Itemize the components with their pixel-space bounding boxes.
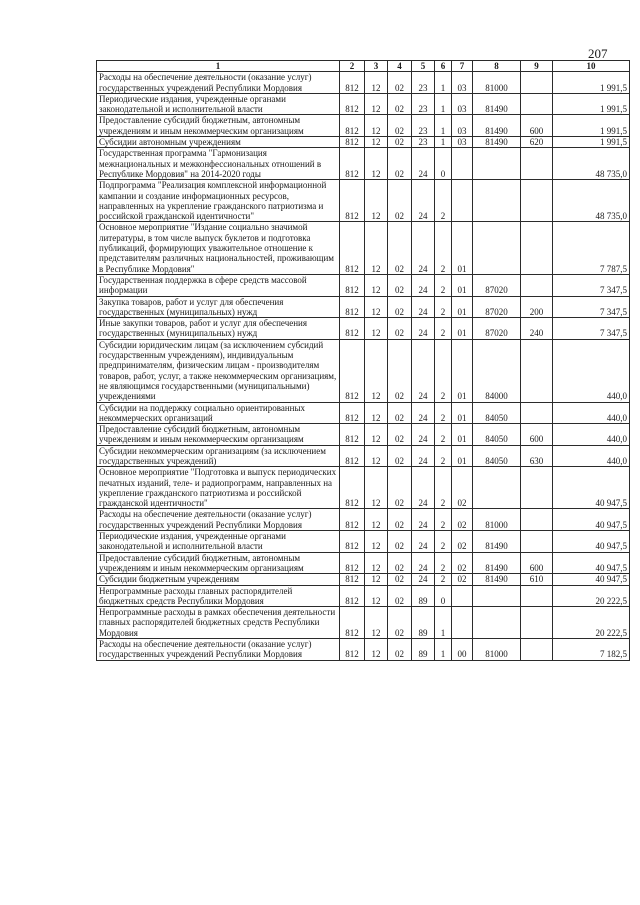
expense-item-name: Непрограммные расходы в рамках обеспечения деятельности главных распорядителей бюджетных средств Республики Мордовия bbox=[97, 607, 340, 639]
code-cell-c6: 2 bbox=[435, 531, 452, 553]
table-row bbox=[97, 467, 630, 509]
code-cell-c4: 02 bbox=[388, 509, 412, 531]
code-cell-c3: 12 bbox=[365, 574, 388, 585]
amount-cell: 1 991,5 bbox=[553, 137, 630, 148]
code-cell-c7: 00 bbox=[452, 639, 473, 661]
code-cell-c6: 2 bbox=[435, 509, 452, 531]
code-cell-c3: 12 bbox=[365, 445, 388, 467]
code-cell-c4: 02 bbox=[388, 72, 412, 94]
table-row bbox=[97, 424, 630, 446]
table-header-row bbox=[97, 61, 630, 72]
code-cell-c6: 2 bbox=[435, 274, 452, 296]
amount-cell: 440,0 bbox=[553, 445, 630, 467]
code-cell-c7: 03 bbox=[452, 137, 473, 148]
code-cell-c9 bbox=[521, 222, 553, 274]
code-cell-c6: 2 bbox=[435, 467, 452, 509]
code-cell-c9 bbox=[521, 531, 553, 553]
code-cell-c2: 812 bbox=[340, 222, 365, 274]
code-cell-c2: 812 bbox=[340, 148, 365, 180]
code-cell-c7: 01 bbox=[452, 222, 473, 274]
code-cell-c3: 12 bbox=[365, 467, 388, 509]
table-row bbox=[97, 574, 630, 585]
code-cell-c5: 24 bbox=[412, 402, 435, 424]
table-row bbox=[97, 180, 630, 222]
code-cell-c5: 23 bbox=[412, 72, 435, 94]
table-row bbox=[97, 318, 630, 340]
code-cell-c8 bbox=[473, 585, 521, 607]
code-cell-c2: 812 bbox=[340, 639, 365, 661]
table-row bbox=[97, 296, 630, 318]
code-cell-c2: 812 bbox=[340, 339, 365, 402]
code-cell-c6: 2 bbox=[435, 574, 452, 585]
expense-item-name: Предоставление субсидий бюджетным, автономным учреждениям и иным некоммерческим организациям bbox=[97, 115, 340, 137]
amount-cell: 1 991,5 bbox=[553, 93, 630, 115]
code-cell-c6: 0 bbox=[435, 148, 452, 180]
code-cell-c6: 1 bbox=[435, 639, 452, 661]
code-cell-c5: 24 bbox=[412, 339, 435, 402]
expense-item-name: Непрограммные расходы главных распорядителей бюджетных средств Республики Мордовия bbox=[97, 585, 340, 607]
expense-item-name: Субсидии бюджетным учреждениям bbox=[97, 574, 340, 585]
code-cell-c9 bbox=[521, 402, 553, 424]
code-cell-c7 bbox=[452, 148, 473, 180]
budget-table bbox=[96, 60, 630, 661]
code-cell-c3: 12 bbox=[365, 148, 388, 180]
code-cell-c7 bbox=[452, 607, 473, 639]
code-cell-c4: 02 bbox=[388, 639, 412, 661]
code-cell-c6: 1 bbox=[435, 93, 452, 115]
code-cell-c7: 03 bbox=[452, 115, 473, 137]
code-cell-c6: 2 bbox=[435, 424, 452, 446]
code-cell-c3: 12 bbox=[365, 274, 388, 296]
column-header: 6 bbox=[435, 61, 452, 72]
code-cell-c7 bbox=[452, 180, 473, 222]
code-cell-c4: 02 bbox=[388, 585, 412, 607]
amount-cell: 7 182,5 bbox=[553, 639, 630, 661]
code-cell-c4: 02 bbox=[388, 222, 412, 274]
code-cell-c7: 02 bbox=[452, 574, 473, 585]
code-cell-c3: 12 bbox=[365, 639, 388, 661]
code-cell-c5: 24 bbox=[412, 424, 435, 446]
code-cell-c8: 81000 bbox=[473, 72, 521, 94]
code-cell-c4: 02 bbox=[388, 445, 412, 467]
table-row bbox=[97, 445, 630, 467]
amount-cell: 40 947,5 bbox=[553, 509, 630, 531]
amount-cell: 7 787,5 bbox=[553, 222, 630, 274]
code-cell-c8 bbox=[473, 148, 521, 180]
code-cell-c9 bbox=[521, 148, 553, 180]
code-cell-c7: 03 bbox=[452, 93, 473, 115]
code-cell-c2: 812 bbox=[340, 402, 365, 424]
code-cell-c8: 81000 bbox=[473, 509, 521, 531]
code-cell-c7: 02 bbox=[452, 467, 473, 509]
code-cell-c8: 84000 bbox=[473, 339, 521, 402]
code-cell-c9: 200 bbox=[521, 296, 553, 318]
code-cell-c2: 812 bbox=[340, 72, 365, 94]
expense-item-name: Периодические издания, учрежденные органами законодательной и исполнительной власти bbox=[97, 531, 340, 553]
amount-cell: 7 347,5 bbox=[553, 274, 630, 296]
table-row bbox=[97, 639, 630, 661]
code-cell-c8: 84050 bbox=[473, 424, 521, 446]
code-cell-c9 bbox=[521, 339, 553, 402]
code-cell-c4: 02 bbox=[388, 424, 412, 446]
code-cell-c3: 12 bbox=[365, 339, 388, 402]
code-cell-c3: 12 bbox=[365, 585, 388, 607]
code-cell-c3: 12 bbox=[365, 93, 388, 115]
code-cell-c7: 01 bbox=[452, 402, 473, 424]
amount-cell: 40 947,5 bbox=[553, 574, 630, 585]
code-cell-c6: 2 bbox=[435, 339, 452, 402]
expense-item-name: Расходы на обеспечение деятельности (оказание услуг) государственных учреждений Республики Мордовия bbox=[97, 639, 340, 661]
code-cell-c8: 81000 bbox=[473, 639, 521, 661]
code-cell-c2: 812 bbox=[340, 445, 365, 467]
code-cell-c7: 02 bbox=[452, 509, 473, 531]
code-cell-c7: 01 bbox=[452, 339, 473, 402]
code-cell-c8: 87020 bbox=[473, 318, 521, 340]
code-cell-c5: 23 bbox=[412, 115, 435, 137]
code-cell-c6: 2 bbox=[435, 180, 452, 222]
expense-item-name: Субсидии автономным учреждениям bbox=[97, 137, 340, 148]
code-cell-c3: 12 bbox=[365, 531, 388, 553]
code-cell-c7: 01 bbox=[452, 445, 473, 467]
code-cell-c5: 24 bbox=[412, 574, 435, 585]
code-cell-c4: 02 bbox=[388, 318, 412, 340]
amount-cell: 20 222,5 bbox=[553, 607, 630, 639]
code-cell-c4: 02 bbox=[388, 296, 412, 318]
amount-cell: 40 947,5 bbox=[553, 531, 630, 553]
amount-cell: 7 347,5 bbox=[553, 296, 630, 318]
code-cell-c5: 89 bbox=[412, 585, 435, 607]
code-cell-c2: 812 bbox=[340, 93, 365, 115]
expense-item-name: Субсидии на поддержку социально ориентированных некоммерческих организаций bbox=[97, 402, 340, 424]
code-cell-c2: 812 bbox=[340, 318, 365, 340]
code-cell-c8: 81490 bbox=[473, 93, 521, 115]
table-row bbox=[97, 222, 630, 274]
code-cell-c3: 12 bbox=[365, 222, 388, 274]
column-header: 10 bbox=[553, 61, 630, 72]
code-cell-c3: 12 bbox=[365, 115, 388, 137]
code-cell-c2: 812 bbox=[340, 509, 365, 531]
code-cell-c9: 240 bbox=[521, 318, 553, 340]
amount-cell: 440,0 bbox=[553, 402, 630, 424]
code-cell-c3: 12 bbox=[365, 424, 388, 446]
expense-item-name: Государственная программа "Гармонизация межнациональных и межконфессиональных отношений в Республике Мордовия" на 2014-2020 годы bbox=[97, 148, 340, 180]
code-cell-c2: 812 bbox=[340, 274, 365, 296]
code-cell-c7: 03 bbox=[452, 72, 473, 94]
expense-item-name: Предоставление субсидий бюджетным, автономным учреждениям и иным некоммерческим организациям bbox=[97, 552, 340, 574]
expense-item-name: Основное мероприятие "Подготовка и выпуск периодических печатных изданий, теле- и радиопрограмм, направленных на укрепление гражданского патриотизма и российской гражданской идентичности" bbox=[97, 467, 340, 509]
expense-item-name: Подпрограмма "Реализация комплексной информационной кампании и создание информационных ресурсов, направленных на укрепление гражданского патриотизма и российской гражданской идентичности" bbox=[97, 180, 340, 222]
code-cell-c3: 12 bbox=[365, 552, 388, 574]
code-cell-c2: 812 bbox=[340, 467, 365, 509]
code-cell-c2: 812 bbox=[340, 552, 365, 574]
code-cell-c2: 812 bbox=[340, 607, 365, 639]
amount-cell: 1 991,5 bbox=[553, 115, 630, 137]
table-row bbox=[97, 607, 630, 639]
amount-cell: 7 347,5 bbox=[553, 318, 630, 340]
code-cell-c6: 2 bbox=[435, 445, 452, 467]
code-cell-c7: 02 bbox=[452, 552, 473, 574]
code-cell-c4: 02 bbox=[388, 339, 412, 402]
code-cell-c8: 87020 bbox=[473, 296, 521, 318]
code-cell-c9: 630 bbox=[521, 445, 553, 467]
code-cell-c6: 1 bbox=[435, 607, 452, 639]
expense-item-name: Иные закупки товаров, работ и услуг для обеспечения государственных (муниципальных) нужд bbox=[97, 318, 340, 340]
code-cell-c4: 02 bbox=[388, 180, 412, 222]
code-cell-c9: 620 bbox=[521, 137, 553, 148]
code-cell-c9: 610 bbox=[521, 574, 553, 585]
table-row bbox=[97, 274, 630, 296]
code-cell-c9: 600 bbox=[521, 424, 553, 446]
table-row bbox=[97, 552, 630, 574]
code-cell-c3: 12 bbox=[365, 318, 388, 340]
code-cell-c6: 2 bbox=[435, 222, 452, 274]
code-cell-c6: 2 bbox=[435, 296, 452, 318]
code-cell-c4: 02 bbox=[388, 574, 412, 585]
table-row bbox=[97, 585, 630, 607]
code-cell-c8: 81490 bbox=[473, 531, 521, 553]
code-cell-c5: 24 bbox=[412, 467, 435, 509]
code-cell-c3: 12 bbox=[365, 607, 388, 639]
code-cell-c7: 01 bbox=[452, 424, 473, 446]
code-cell-c5: 24 bbox=[412, 509, 435, 531]
code-cell-c2: 812 bbox=[340, 115, 365, 137]
code-cell-c7: 02 bbox=[452, 531, 473, 553]
code-cell-c6: 2 bbox=[435, 552, 452, 574]
expense-item-name: Закупка товаров, работ и услуг для обеспечения государственных (муниципальных) нужд bbox=[97, 296, 340, 318]
table-row bbox=[97, 115, 630, 137]
table-row bbox=[97, 148, 630, 180]
code-cell-c9 bbox=[521, 509, 553, 531]
code-cell-c9 bbox=[521, 93, 553, 115]
code-cell-c7: 01 bbox=[452, 318, 473, 340]
code-cell-c3: 12 bbox=[365, 402, 388, 424]
code-cell-c3: 12 bbox=[365, 180, 388, 222]
code-cell-c4: 02 bbox=[388, 467, 412, 509]
code-cell-c8 bbox=[473, 180, 521, 222]
table-body bbox=[97, 72, 630, 660]
code-cell-c8 bbox=[473, 467, 521, 509]
code-cell-c5: 23 bbox=[412, 93, 435, 115]
expense-item-name: Расходы на обеспечение деятельности (оказание услуг) государственных учреждений Республики Мордовия bbox=[97, 509, 340, 531]
table-row bbox=[97, 137, 630, 148]
code-cell-c8 bbox=[473, 222, 521, 274]
code-cell-c9 bbox=[521, 72, 553, 94]
code-cell-c2: 812 bbox=[340, 574, 365, 585]
column-header: 5 bbox=[412, 61, 435, 72]
code-cell-c3: 12 bbox=[365, 509, 388, 531]
table-row bbox=[97, 339, 630, 402]
amount-cell: 40 947,5 bbox=[553, 467, 630, 509]
code-cell-c5: 24 bbox=[412, 222, 435, 274]
page-number: 207 bbox=[588, 46, 608, 61]
code-cell-c4: 02 bbox=[388, 402, 412, 424]
column-header: 4 bbox=[388, 61, 412, 72]
code-cell-c9 bbox=[521, 585, 553, 607]
code-cell-c4: 02 bbox=[388, 115, 412, 137]
table-row bbox=[97, 72, 630, 94]
code-cell-c9 bbox=[521, 274, 553, 296]
code-cell-c7: 01 bbox=[452, 296, 473, 318]
code-cell-c5: 89 bbox=[412, 607, 435, 639]
code-cell-c7: 01 bbox=[452, 274, 473, 296]
column-header: 7 bbox=[452, 61, 473, 72]
expense-item-name: Субсидии юридическим лицам (за исключением субсидий государственным учреждениям), индивидуальным предпринимателям, физическим лицам - производителям товаров, работ, услуг, а также некоммерческим организациям, не являющимся государственными (муниципальными) учреждениями bbox=[97, 339, 340, 402]
code-cell-c6: 1 bbox=[435, 137, 452, 148]
code-cell-c6: 2 bbox=[435, 318, 452, 340]
code-cell-c4: 02 bbox=[388, 93, 412, 115]
code-cell-c4: 02 bbox=[388, 274, 412, 296]
code-cell-c9: 600 bbox=[521, 552, 553, 574]
expense-item-name: Субсидии некоммерческим организациям (за исключением государственных учреждений) bbox=[97, 445, 340, 467]
code-cell-c5: 24 bbox=[412, 148, 435, 180]
code-cell-c8: 81490 bbox=[473, 137, 521, 148]
code-cell-c6: 0 bbox=[435, 585, 452, 607]
code-cell-c5: 24 bbox=[412, 318, 435, 340]
code-cell-c8: 81490 bbox=[473, 574, 521, 585]
column-header: 1 bbox=[97, 61, 340, 72]
amount-cell: 48 735,0 bbox=[553, 180, 630, 222]
code-cell-c2: 812 bbox=[340, 137, 365, 148]
code-cell-c5: 24 bbox=[412, 180, 435, 222]
code-cell-c6: 1 bbox=[435, 115, 452, 137]
code-cell-c5: 24 bbox=[412, 552, 435, 574]
code-cell-c5: 23 bbox=[412, 137, 435, 148]
code-cell-c2: 812 bbox=[340, 424, 365, 446]
amount-cell: 40 947,5 bbox=[553, 552, 630, 574]
code-cell-c9 bbox=[521, 607, 553, 639]
code-cell-c3: 12 bbox=[365, 72, 388, 94]
code-cell-c9 bbox=[521, 639, 553, 661]
table-row bbox=[97, 93, 630, 115]
column-header: 8 bbox=[473, 61, 521, 72]
table-row bbox=[97, 531, 630, 553]
amount-cell: 440,0 bbox=[553, 424, 630, 446]
code-cell-c8: 84050 bbox=[473, 402, 521, 424]
code-cell-c3: 12 bbox=[365, 137, 388, 148]
amount-cell: 440,0 bbox=[553, 339, 630, 402]
code-cell-c5: 89 bbox=[412, 639, 435, 661]
expense-item-name: Расходы на обеспечение деятельности (оказание услуг) государственных учреждений Республики Мордовия bbox=[97, 72, 340, 94]
code-cell-c4: 02 bbox=[388, 148, 412, 180]
code-cell-c4: 02 bbox=[388, 137, 412, 148]
column-header: 9 bbox=[521, 61, 553, 72]
code-cell-c6: 1 bbox=[435, 72, 452, 94]
amount-cell: 20 222,5 bbox=[553, 585, 630, 607]
amount-cell: 48 735,0 bbox=[553, 148, 630, 180]
table-row bbox=[97, 402, 630, 424]
code-cell-c4: 02 bbox=[388, 607, 412, 639]
expense-item-name: Периодические издания, учрежденные органами законодательной и исполнительной власти bbox=[97, 93, 340, 115]
code-cell-c8: 81490 bbox=[473, 115, 521, 137]
code-cell-c8 bbox=[473, 607, 521, 639]
code-cell-c4: 02 bbox=[388, 552, 412, 574]
column-header: 3 bbox=[365, 61, 388, 72]
code-cell-c2: 812 bbox=[340, 585, 365, 607]
expense-item-name: Предоставление субсидий бюджетным, автономным учреждениям и иным некоммерческим организациям bbox=[97, 424, 340, 446]
code-cell-c3: 12 bbox=[365, 296, 388, 318]
code-cell-c9: 600 bbox=[521, 115, 553, 137]
code-cell-c2: 812 bbox=[340, 296, 365, 318]
code-cell-c7 bbox=[452, 585, 473, 607]
code-cell-c5: 24 bbox=[412, 445, 435, 467]
code-cell-c9 bbox=[521, 180, 553, 222]
code-cell-c2: 812 bbox=[340, 180, 365, 222]
column-header: 2 bbox=[340, 61, 365, 72]
code-cell-c5: 24 bbox=[412, 296, 435, 318]
amount-cell: 1 991,5 bbox=[553, 72, 630, 94]
expense-item-name: Основное мероприятие "Издание социально значимой литературы, в том числе выпуск буклетов и подготовка публикаций, формирующих уважительное отношение к представителям различных национальностей, проживающим в Республике Мордовия" bbox=[97, 222, 340, 274]
code-cell-c5: 24 bbox=[412, 531, 435, 553]
code-cell-c4: 02 bbox=[388, 531, 412, 553]
code-cell-c9 bbox=[521, 467, 553, 509]
code-cell-c6: 2 bbox=[435, 402, 452, 424]
code-cell-c2: 812 bbox=[340, 531, 365, 553]
table-row bbox=[97, 509, 630, 531]
code-cell-c8: 81490 bbox=[473, 552, 521, 574]
code-cell-c8: 84050 bbox=[473, 445, 521, 467]
code-cell-c8: 87020 bbox=[473, 274, 521, 296]
expense-item-name: Государственная поддержка в сфере средств массовой информации bbox=[97, 274, 340, 296]
code-cell-c5: 24 bbox=[412, 274, 435, 296]
